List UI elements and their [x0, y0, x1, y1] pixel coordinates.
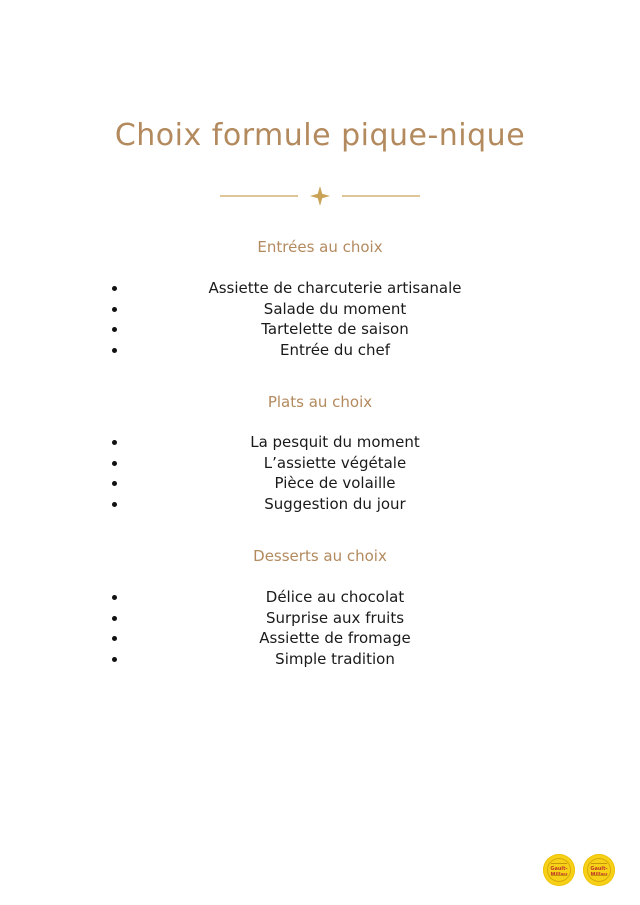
bullet-icon: [112, 481, 117, 486]
list-item-label: Pièce de volaille: [274, 474, 396, 492]
list-item-label: Délice au chocolat: [265, 588, 405, 606]
list-item-label: Assiette de fromage: [259, 629, 411, 647]
list-item-label: Assiette de charcuterie artisanale: [208, 279, 462, 297]
bullet-icon: [112, 461, 117, 466]
bullet-icon: [112, 657, 117, 662]
list-item-label: Entrée du chef: [280, 340, 390, 359]
list-item: [0, 494, 640, 515]
bullet-icon: [112, 307, 117, 312]
list-item: [0, 278, 640, 299]
list-item-label: Surprise aux fruits: [265, 608, 405, 627]
title-divider: [220, 184, 420, 208]
badge-rule: [551, 863, 567, 864]
badge-rule: [591, 875, 607, 876]
list-entrees: [0, 278, 640, 360]
list-item-label: Salade du moment: [263, 299, 407, 318]
list-desserts: [0, 587, 640, 669]
badge-rule: [591, 863, 607, 864]
bullet-icon: [112, 636, 117, 641]
list-item: [0, 628, 640, 649]
list-item-label: Simple tradition: [275, 649, 395, 668]
section-heading-desserts: Desserts au choix: [253, 547, 387, 565]
list-item-label: Suggestion du jour: [264, 494, 406, 513]
gault-millau-badge: [543, 854, 575, 886]
gault-millau-badge: [583, 854, 615, 886]
list-item: [0, 299, 640, 320]
list-item: [0, 473, 640, 494]
badge-brand: Gault-: [550, 866, 568, 872]
list-item-label: Tartelette de saison: [261, 320, 409, 338]
sparkle-icon: [310, 186, 330, 206]
bullet-icon: [112, 616, 117, 621]
list-plats: [0, 432, 640, 514]
list-item: [0, 453, 640, 474]
list-item-label: L’assiette végétale: [263, 453, 407, 472]
page-title: Choix formule pique-nique: [114, 118, 526, 153]
list-item: [0, 432, 640, 453]
list-item: [0, 649, 640, 670]
list-item-label: La pesquit du moment: [250, 433, 420, 451]
bullet-icon: [112, 348, 117, 353]
section-heading-plats: Plats au choix: [267, 393, 373, 411]
badge-rule: [551, 875, 567, 876]
bullet-icon: [112, 286, 117, 291]
bullet-icon: [112, 502, 117, 507]
badge-brand: Gault-: [590, 866, 608, 872]
bullet-icon: [112, 595, 117, 600]
list-item: [0, 319, 640, 340]
list-item: [0, 587, 640, 608]
bullet-icon: [112, 327, 117, 332]
list-item: [0, 340, 640, 361]
list-item: [0, 608, 640, 629]
bullet-icon: [112, 440, 117, 445]
section-heading-entrees: Entrées au choix: [257, 238, 383, 256]
